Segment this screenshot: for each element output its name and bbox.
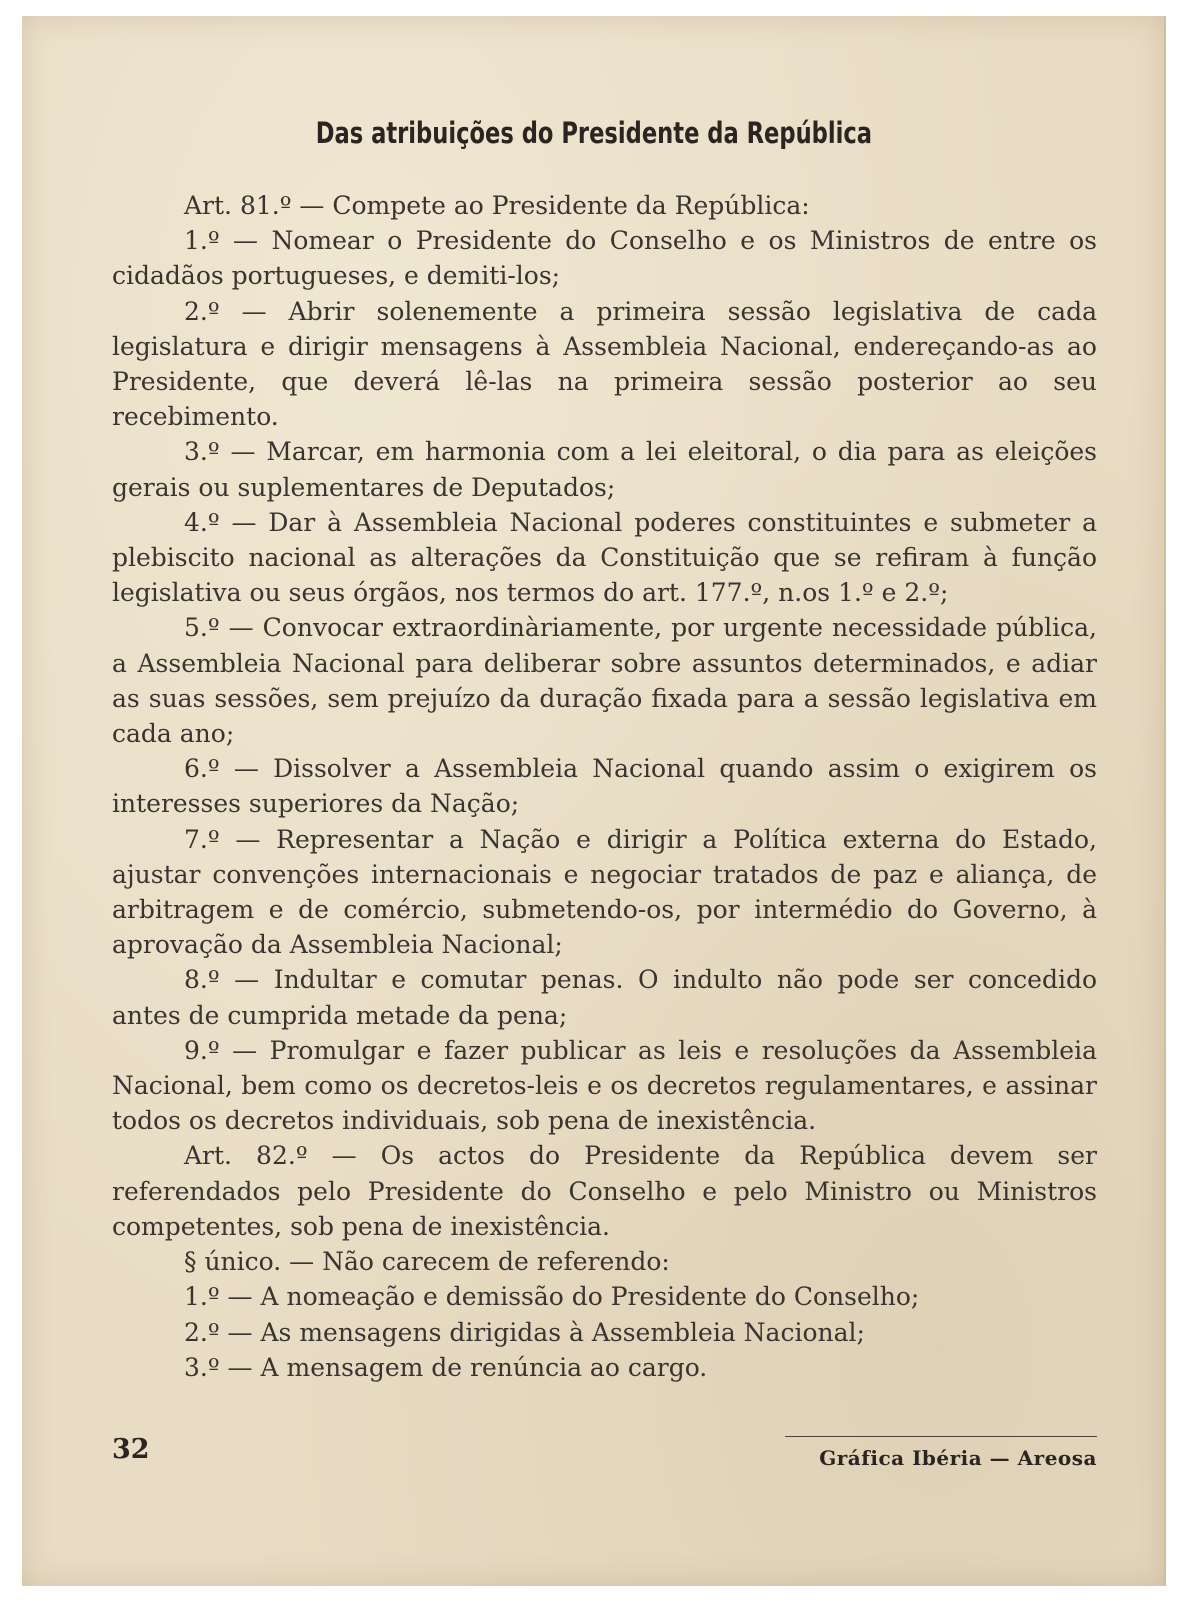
paragraph-unico-item-2: 2.º — As mensagens dirigidas à Assembleia Nacional;: [184, 1317, 865, 1347]
imprint-rule: [785, 1436, 1097, 1437]
paragraph-unico-item-1: 1.º — A nomeação e demissão do Presidente do Conselho;: [184, 1282, 920, 1312]
document-page: [22, 16, 1166, 1586]
article-81-item-4: 4.º — Dar à Assembleia Nacional poderes constituintes e submeter a plebiscito nacional as alterações da Constituição que se refiram à função legislativa ou seus órgãos, nos termos do art. 177.º, n.os 1.º e 2.º;: [112, 507, 1097, 608]
article-81-item-1: 1.º — Nomear o Presidente do Conselho e os Ministros de entre os cidadãos portugueses, e demiti-los;: [112, 226, 1097, 291]
printer-imprint: Gráfica Ibéria — Areosa: [819, 1446, 1097, 1470]
document-body: [112, 188, 1097, 1385]
article-81-item-9: 9.º — Promulgar e fazer publicar as leis e resoluções da Assembleia Nacional, bem como os decretos-leis e os decretos regulamentares, e assinar todos os decretos individuais, sob pena de inexistência.: [112, 1035, 1097, 1136]
page-footer: [112, 1434, 1097, 1474]
page-title: Das atribuições do Presidente da República: [315, 116, 873, 150]
article-81-item-6: 6.º — Dissolver a Assembleia Nacional quando assim o exigirem os interesses superiores da Nação;: [112, 754, 1097, 819]
paragraph-unico: § único. — Não carecem de referendo:: [184, 1247, 670, 1277]
article-81-item-7: 7.º — Representar a Nação e dirigir a Política externa do Estado, ajustar convenções internacionais e negociar tratados de paz e aliança, de arbitragem e de comércio, submetendo-os, por intermédio do Governo, à aprovação da Assembleia Nacional;: [112, 824, 1097, 960]
article-82: Art. 82.º — Os actos do Presidente da República devem ser referendados pelo Presidente do Conselho e pelo Ministro ou Ministros competentes, sob pena de inexistência.: [112, 1141, 1097, 1241]
article-81-item-2: 2.º — Abrir solenemente a primeira sessão legislativa de cada legislatura e dirigir mensagens à Assembleia Nacional, endereçando-as ao Presidente, que deverá lê-las na primeira sessão posterior ao seu recebimento.: [112, 296, 1097, 432]
article-81-heading: Art. 81.º — Compete ao Presidente da República:: [184, 191, 810, 220]
article-81-item-5: 5.º — Convocar extraordinàriamente, por urgente necessidade pública, a Assembleia Nacional para deliberar sobre assuntos determinados, e adiar as suas sessões, sem prejuízo da duração fixada para a sessão legislativa em cada ano;: [112, 613, 1097, 749]
page-number: 32: [112, 1434, 150, 1465]
paragraph-unico-item-3: 3.º — A mensagem de renúncia ao cargo.: [184, 1352, 708, 1382]
article-81-item-3: 3.º — Marcar, em harmonia com a lei eleitoral, o dia para as eleições gerais ou suplementares de Deputados;: [112, 437, 1097, 502]
article-81-item-8: 8.º — Indultar e comutar penas. O indulto não pode ser concedido antes de cumprida metade da pena;: [112, 965, 1097, 1030]
